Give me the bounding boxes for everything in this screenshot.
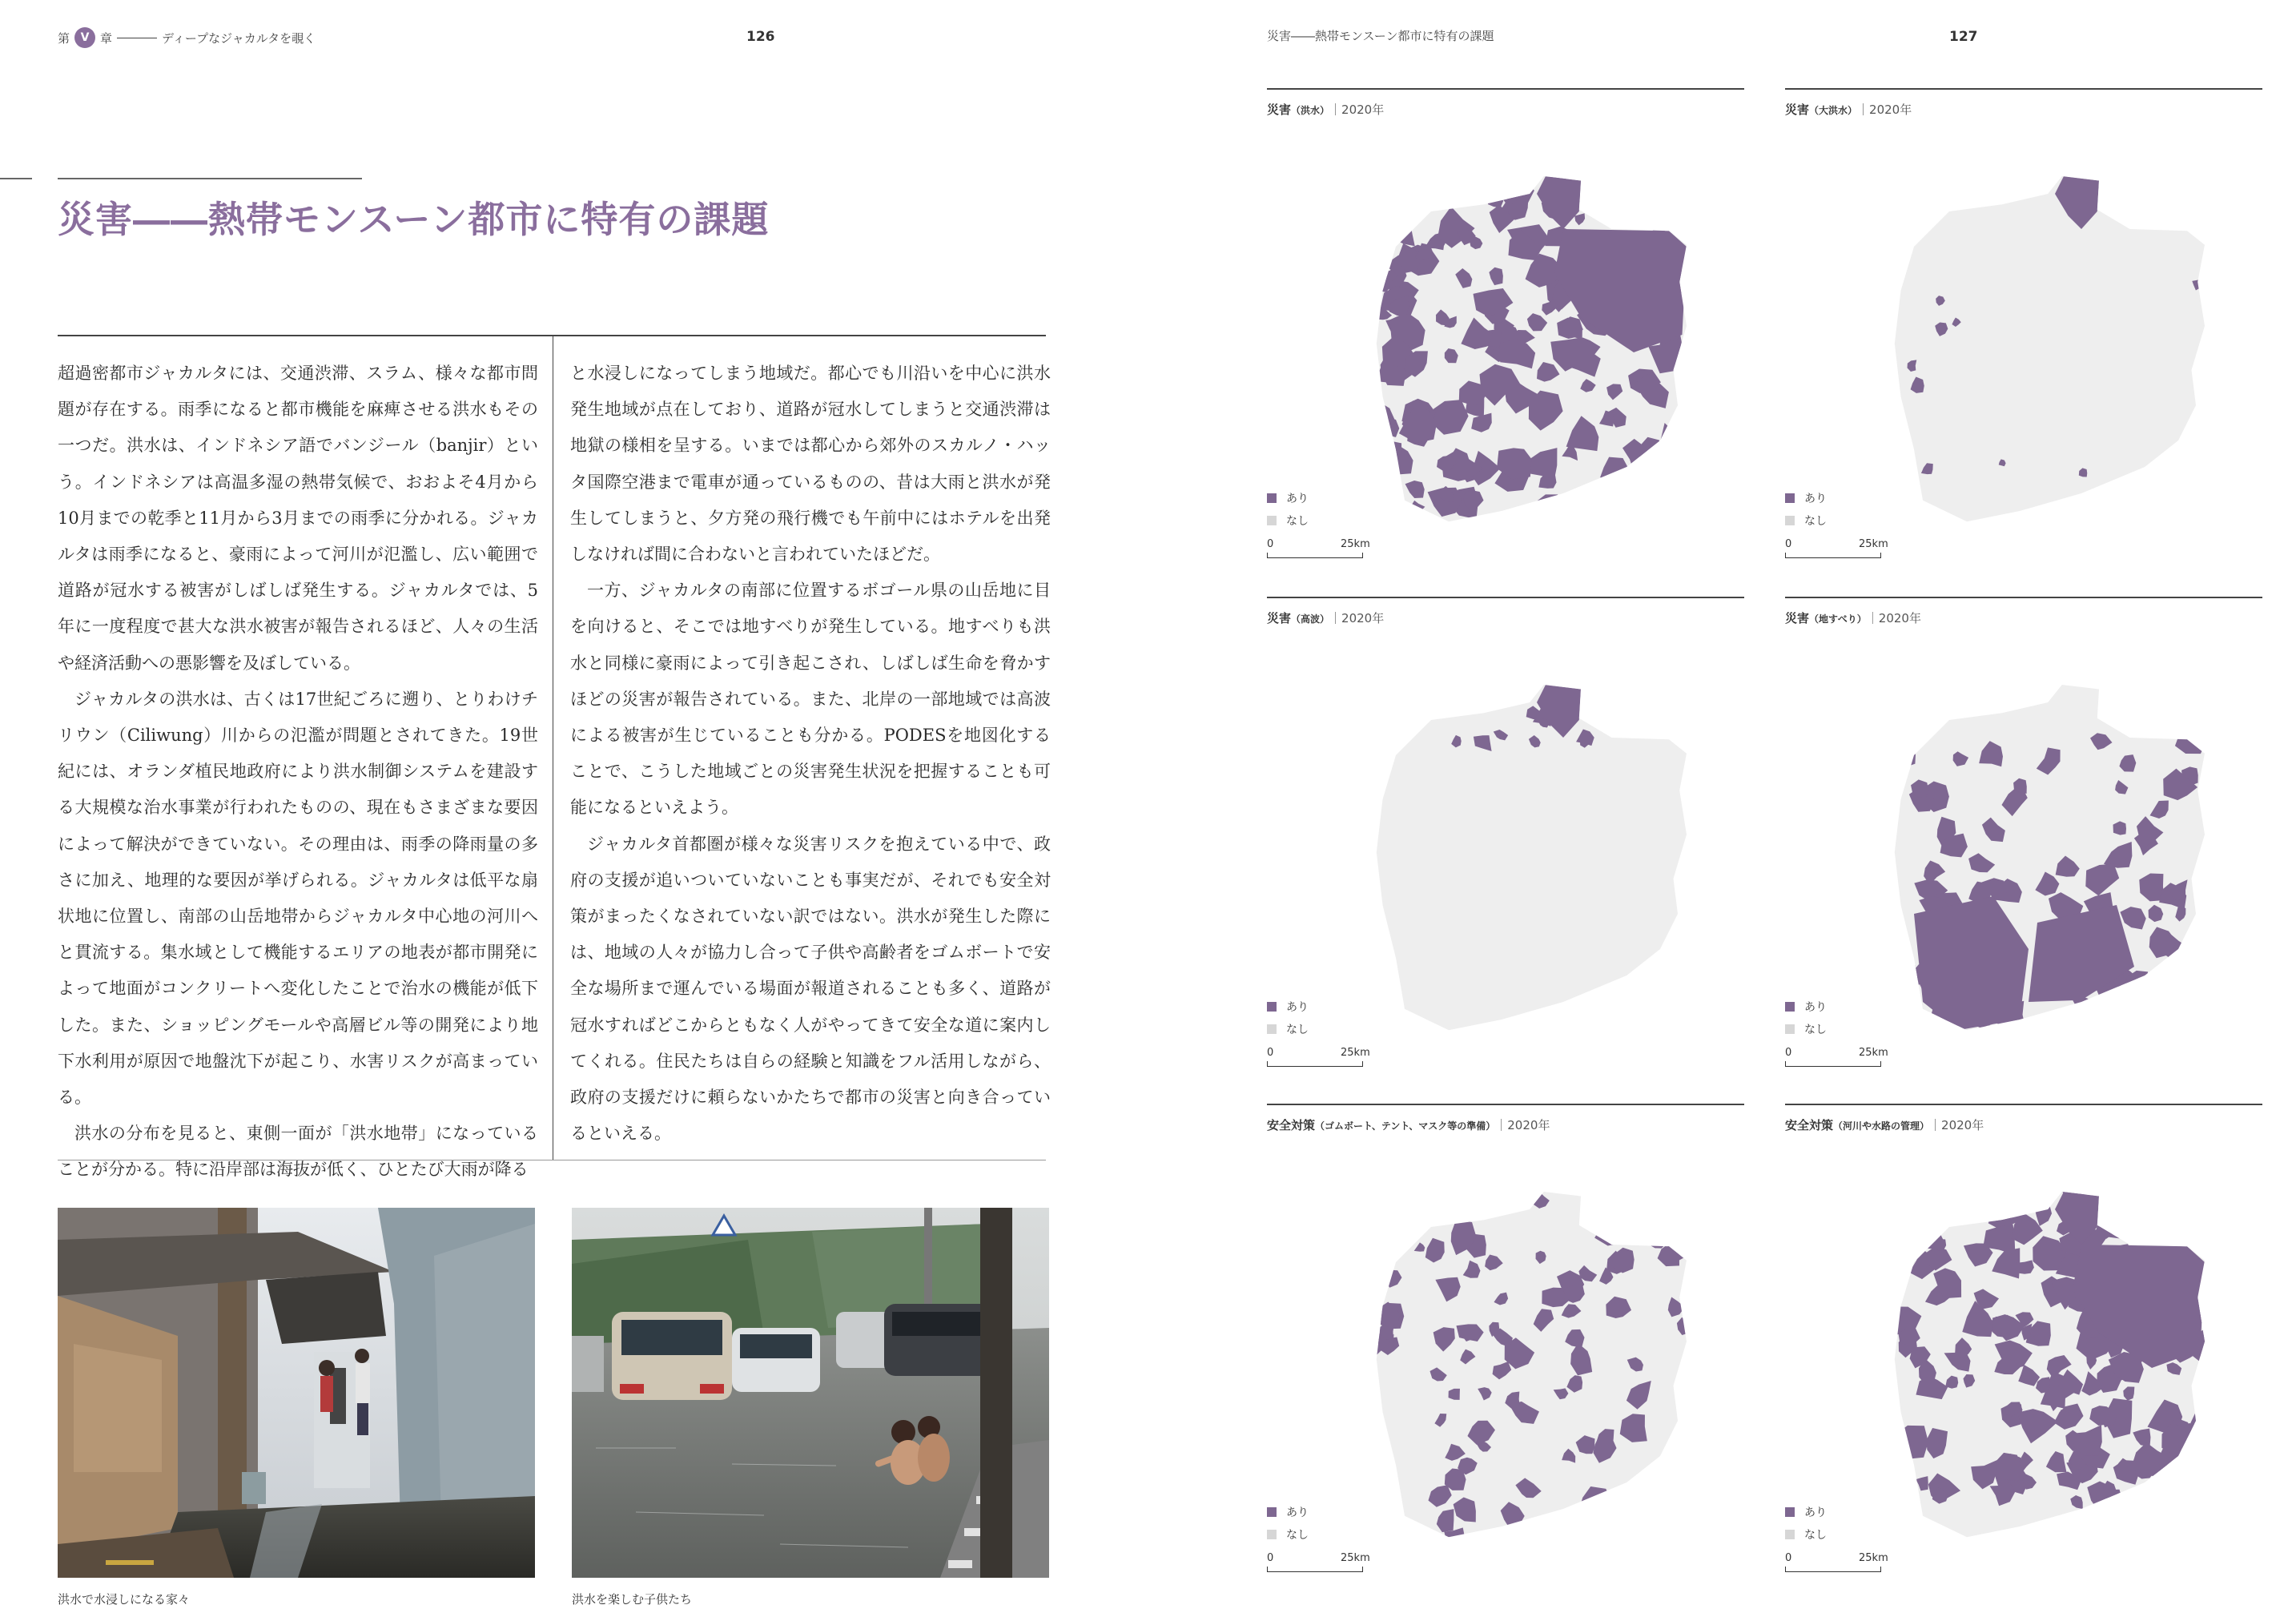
map-region-present: [1381, 1186, 1402, 1205]
map-region-present: [1648, 473, 1663, 486]
map-region-present: [1635, 198, 1647, 210]
legend-swatch: [1267, 1507, 1277, 1517]
map-region-present: [1478, 171, 1507, 199]
map-region-present: [1926, 1193, 1946, 1211]
map-region-present: [2197, 1178, 2231, 1205]
map-region-present: [2181, 1488, 2202, 1511]
scale-bar: [1267, 538, 1371, 562]
map-region-present: [1432, 179, 1461, 207]
running-title: 災害――熱帯モンスーン都市に特有の課題: [1267, 29, 1494, 43]
map-region-present: [1636, 1522, 1655, 1540]
map-rule: [1785, 597, 2262, 598]
map-region-present: [1893, 1470, 1914, 1492]
paragraph: ジャカルタの洪水は、古くは17世紀ごろに遡り、とりわけチリウン（Ciliwung）川からの氾濫が問題とされてきた。19世紀には、オランダ植民地政府により洪水制御システムを建設する大規模な治水事業が行われたものの、現在もさまざまな要因によって解決ができていない。その理由は、雨季の降雨量の多さに加え、地理的な要因が挙げられる。ジャカルタは低平な扇状地に位置し、南部の山岳地帯からジャカルタ中心地の河川へと貫流する。集水域として機能するエリアの地表が都市開発によって地面がコンクリートへ変化したことで治水の機能が低下した。また、ショッピングモールや高層ビル等の開発により地下水利用が原因で地盤沈下が起こり、水害リスクが高まっている。: [58, 689, 538, 1108]
scale-line: [1267, 1567, 1268, 1572]
legend-yes: [1785, 1501, 1827, 1523]
map-region-present: [1654, 477, 1667, 492]
chapter-prefix: 第: [58, 30, 70, 46]
legend-yes: [1267, 1501, 1309, 1523]
map-title-main: 災害: [1785, 103, 1810, 117]
choropleth-map: [1785, 144, 2262, 545]
scale-line: [1880, 553, 1881, 558]
map-region-present: [1401, 1533, 1421, 1555]
page-number: 127: [1949, 29, 1978, 45]
legend-swatch: [1785, 516, 1795, 525]
map-region-present: [1404, 714, 1414, 727]
map-region-present: [1380, 460, 1398, 476]
map-region-present: [1625, 707, 1639, 722]
map-region-present: [2177, 1487, 2201, 1512]
map-region-present: [1620, 494, 1642, 513]
map-region-present: [2139, 1497, 2173, 1527]
map-title-main: 災害: [1267, 611, 1292, 625]
map-region-present: [2198, 1220, 2226, 1245]
paragraph: 洪水の分布を見ると、東側一面が「洪水地帯」になっていることが分かる。特に沿岸部は海抜が低く、ひとたび大雨が降る: [58, 1124, 538, 1180]
scale-bar: [1785, 1552, 1889, 1576]
running-header: [58, 27, 316, 48]
map-region-present: [1617, 471, 1639, 487]
map-region-present: [1613, 711, 1627, 734]
map-region-present: [1388, 211, 1408, 232]
scale-line: [1267, 553, 1268, 558]
legend-no: [1267, 1018, 1309, 1040]
map-legend: [1267, 487, 1309, 532]
map-region-present: [1637, 481, 1659, 504]
map-title-sub: （地すべり）: [1809, 613, 1867, 625]
legend-no: [1267, 509, 1309, 532]
photo-caption: 洪水で水浸しになる家々: [58, 1592, 191, 1607]
legend-label: なし: [1804, 1529, 1827, 1542]
map-title-main: 安全対策: [1267, 1118, 1316, 1132]
scale-distance: 25km: [1341, 1552, 1370, 1564]
map-panel: [1267, 88, 1744, 569]
scale-line: [1267, 1571, 1363, 1572]
scale-line: [1785, 557, 1881, 558]
map-region-present: [1423, 706, 1438, 719]
body-top-rule: [58, 335, 1046, 336]
map-region-present: [1376, 204, 1398, 225]
map-legend: [1267, 996, 1309, 1040]
map-region-present: [1439, 1190, 1462, 1213]
map-title-sub: （河川や水路の管理）: [1833, 1120, 1930, 1132]
map-region-present: [1681, 268, 1693, 281]
map-region-present: [1660, 452, 1675, 466]
legend-no: [1785, 1018, 1827, 1040]
map-title-year: ｜2020年: [1866, 611, 1921, 625]
map-region-present: [1592, 168, 1611, 193]
map-region-present: [2160, 1482, 2193, 1512]
photo-flooded-houses: [58, 1208, 535, 1578]
scale-distance: 25km: [1859, 538, 1888, 550]
legend-swatch: [1267, 1530, 1277, 1539]
paragraph: 超過密都市ジャカルタには、交通渋滞、スラム、様々な都市問題が存在する。雨季になると都市機能を麻痺させる洪水もその一つだ。洪水は、インドネシア語でバンジール（banjir）という。インドネシアは高温多湿の熱帯気候で、おおよそ4月から10月までの乾季と11月から3月までの雨季に分かれる。ジャカルタは雨季になると、豪雨によって河川が氾濫し、広い範囲で道路が冠水する被害がしばしば発生する。ジャカルタでは、5年に一度程度で甚大な洪水被害が報告されるほど、人々の生活や経済活動への悪影響を及ぼしている。: [58, 364, 538, 673]
scale-zero: 0: [1267, 538, 1274, 550]
map-rule: [1785, 1104, 2262, 1105]
page-number: 126: [746, 29, 775, 45]
scale-line: [1362, 1061, 1363, 1067]
legend-yes: [1267, 487, 1309, 509]
legend-swatch: [1785, 493, 1795, 503]
scale-zero: 0: [1785, 538, 1792, 550]
legend-label: あり: [1804, 1001, 1827, 1014]
map-legend: [1785, 996, 1827, 1040]
map-region-present: [1671, 704, 1683, 718]
map-region-present: [1372, 217, 1386, 232]
map-legend: [1267, 1501, 1309, 1546]
legend-label: なし: [1286, 515, 1309, 528]
scale-zero: 0: [1785, 1552, 1792, 1564]
legend-no: [1785, 1523, 1827, 1546]
map-region-present: [1610, 477, 1635, 509]
map-title-year: ｜2020年: [1495, 1118, 1550, 1132]
paragraph: ジャカルタ首都圏が様々な災害リスクを抱えている中で、政府の支援が追いついていないことも事実だが、それでも安全対策がまったくなされていない訳ではない。洪水が発生した際には、地域の人々が協力し合って子供や高齢者をゴムボートで安全な場所まで運んでいる場面が報道されることも多く、道路が冠水すればどこからともなく人がやってきて安全な道に案内してくれる。住民たちは自らの経験と知識をフル活用しながら、政府の支援だけに頼らないかたちで都市の災害と向き合っているといえる。: [570, 834, 1051, 1144]
legend-swatch: [1785, 1530, 1795, 1539]
legend-swatch: [1267, 1024, 1277, 1034]
map-region-present: [1637, 468, 1657, 486]
map-region-present: [1369, 191, 1397, 216]
title-rule-left: [0, 178, 32, 179]
legend-label: あり: [1804, 493, 1827, 505]
map-region-present: [1601, 1197, 1614, 1211]
scale-line: [1362, 553, 1363, 558]
map-region-present: [1453, 172, 1472, 187]
choropleth-map: [1785, 653, 2262, 1053]
legend-no: [1785, 509, 1827, 532]
map-title-year: ｜2020年: [1329, 103, 1385, 117]
map-region-present: [1537, 494, 1562, 519]
scale-line: [1362, 1567, 1363, 1572]
legend-yes: [1785, 487, 1827, 509]
title-rule: [58, 178, 362, 179]
paragraph: と水浸しになってしまう地域だ。都心でも川沿いを中心に洪水発生地域が点在しており、道路が冠水してしまうと交通渋滞は地獄の様相を呈する。いまでは都心から郊外のスカルノ・ハッタ国際空港まで電車が通っているものの、昔は大雨と洪水が発生してしまうと、夕方発の飛行機でも午前中にはホテルを出発しなければ間に合わないと言われていたほどだ。: [570, 364, 1051, 565]
map-region-present: [2175, 722, 2207, 754]
legend-label: なし: [1286, 1024, 1309, 1036]
photo-children-in-flood: [572, 1208, 1049, 1578]
flooded-street-illustration: [572, 1208, 1049, 1578]
map-region-present: [1417, 1189, 1438, 1217]
legend-swatch: [1785, 1024, 1795, 1034]
chapter-title: ディープなジャカルタを覗く: [162, 30, 316, 46]
legend-swatch: [1267, 516, 1277, 525]
map-region-present: [1647, 1229, 1667, 1248]
map-region-present: [1900, 1202, 1935, 1237]
legend-label: あり: [1286, 1001, 1309, 1014]
scale-distance: 25km: [1341, 1047, 1370, 1059]
scale-line: [1785, 1066, 1881, 1067]
map-region-present: [1677, 211, 1698, 233]
chapter-suffix: 章: [100, 30, 113, 46]
choropleth-map: [1267, 1160, 1744, 1560]
map-region-present: [1892, 1193, 1913, 1212]
scale-line: [1267, 557, 1363, 558]
map-region-present: [1683, 366, 1696, 379]
chapter-badge: V: [74, 27, 95, 48]
map-region-present: [1389, 1528, 1414, 1544]
running-header: [1267, 27, 1494, 44]
map-title: [1785, 101, 1912, 118]
scale-line: [1785, 1061, 1786, 1067]
scale-line: [1785, 1571, 1881, 1572]
scale-zero: 0: [1785, 1047, 1792, 1059]
map-region-present: [1436, 1189, 1456, 1206]
scale-bar: [1785, 1047, 1889, 1071]
map-region-present: [2125, 1213, 2160, 1238]
map-region-present: [1622, 694, 1638, 711]
map-region-present: [1644, 495, 1660, 515]
legend-label: なし: [1804, 1024, 1827, 1036]
scale-distance: 25km: [1341, 538, 1370, 550]
map-region-present: [1597, 701, 1614, 716]
scale-zero: 0: [1267, 1047, 1274, 1059]
map-title-main: 安全対策: [1785, 1118, 1834, 1132]
map-rule: [1267, 597, 1744, 598]
map-region-present: [1377, 1210, 1400, 1236]
map-rule: [1785, 88, 2262, 90]
scale-bar: [1267, 1047, 1371, 1071]
map-region-present: [1395, 220, 1415, 246]
map-legend: [1785, 487, 1827, 532]
body-column-b: [570, 356, 1051, 1152]
scale-line: [1267, 1066, 1363, 1067]
map-region-present: [1377, 417, 1399, 437]
map-title: [1785, 1116, 1984, 1133]
map-title: [1267, 609, 1384, 626]
legend-label: あり: [1804, 1506, 1827, 1519]
map-title: [1267, 101, 1384, 118]
scale-line: [1880, 1567, 1881, 1572]
legend-label: あり: [1286, 493, 1309, 505]
scale-bar: [1785, 538, 1889, 562]
scale-bar: [1267, 1552, 1371, 1576]
legend-label: なし: [1804, 515, 1827, 528]
legend-swatch: [1785, 1002, 1795, 1012]
body-column-a: [58, 356, 538, 1189]
legend-label: あり: [1286, 1506, 1309, 1519]
page-title: 災害――熱帯モンスーン都市に特有の課題: [58, 198, 770, 241]
map-region-present: [2177, 1209, 2197, 1228]
map-panel: [1785, 597, 2262, 1077]
paragraph: 一方、ジャカルタの南部に位置するボゴール県の山岳地に目を向けると、そこでは地すべりが発生している。地すべりも洪水と同様に豪雨によって引き起こされ、しばしば生命を脅かすほどの災害が報告されている。また、北岸の一部地域では高波による被害が生じていることも分かる。PODESを地図化することで、こうした地域ごとの災害発生状況を把握することも可能になるといえよう。: [570, 581, 1051, 818]
scale-zero: 0: [1267, 1552, 1274, 1564]
choropleth-map: [1267, 144, 1744, 545]
map-rule: [1267, 1104, 1744, 1105]
legend-label: なし: [1286, 1529, 1309, 1542]
map-region-base: [1895, 176, 2205, 521]
map-region-present: [1606, 493, 1622, 515]
map-region-present: [2198, 1510, 2218, 1535]
map-region-present: [1893, 989, 1921, 1019]
legend-swatch: [1785, 1507, 1795, 1517]
map-panel: [1267, 1104, 1744, 1584]
scale-line: [1785, 1567, 1786, 1572]
map-legend: [1785, 1501, 1827, 1546]
map-region-base: [1377, 685, 1687, 1030]
map-panel: [1267, 597, 1744, 1077]
map-region-present: [1684, 1505, 1701, 1524]
map-title-year: ｜2020年: [1929, 1118, 1984, 1132]
map-region-present: [1467, 1185, 1479, 1198]
flooded-alley-illustration: [58, 1208, 535, 1578]
map-region-present: [2154, 1484, 2174, 1502]
map-panel: [1785, 1104, 2262, 1584]
legend-yes: [1785, 996, 1827, 1018]
scale-distance: 25km: [1859, 1047, 1888, 1059]
map-region-present: [1903, 965, 1916, 981]
map-region-present: [2000, 183, 2017, 197]
map-title-sub: （高波）: [1291, 613, 1330, 625]
map-region-present: [1896, 1426, 1928, 1459]
scale-line: [1267, 1061, 1268, 1067]
map-title-sub: （ゴムボート、テント、マスク等の準備）: [1315, 1120, 1496, 1132]
map-region-present: [2180, 965, 2203, 987]
choropleth-map: [1785, 1160, 2262, 1560]
map-title: [1267, 1116, 1550, 1133]
map-region-present: [1660, 1464, 1678, 1486]
scale-line: [1880, 1061, 1881, 1067]
map-region-present: [1892, 1494, 1918, 1521]
map-region-present: [1592, 1217, 1607, 1234]
map-title-sub: （洪水）: [1291, 105, 1330, 116]
map-region-present: [2090, 1000, 2114, 1028]
legend-swatch: [1267, 1002, 1277, 1012]
map-region-present: [1671, 1473, 1683, 1487]
map-region-present: [2177, 1229, 2193, 1241]
choropleth-map: [1267, 653, 1744, 1053]
map-region-present: [1408, 715, 1415, 722]
photo-caption: 洪水を楽しむ子供たち: [572, 1592, 693, 1607]
map-title-sub: （大洪水）: [1809, 105, 1858, 116]
map-region-present: [1889, 1457, 1912, 1472]
map-region-present: [1679, 428, 1698, 445]
map-region-present: [1668, 1221, 1683, 1236]
legend-no: [1267, 1523, 1309, 1546]
map-title-year: ｜2020年: [1857, 103, 1912, 117]
map-region-present: [1900, 746, 1916, 767]
legend-yes: [1267, 996, 1309, 1018]
scale-line: [1785, 553, 1786, 558]
map-rule: [1267, 88, 1744, 90]
map-title-main: 災害: [1785, 611, 1810, 625]
map-region-present: [2156, 1496, 2176, 1516]
map-title: [1785, 609, 1921, 626]
legend-swatch: [1267, 493, 1277, 503]
map-region-present: [1370, 486, 1405, 517]
map-region-present: [2193, 1431, 2209, 1443]
map-title-main: 災害: [1267, 103, 1292, 117]
map-panel: [1785, 88, 2262, 569]
scale-distance: 25km: [1859, 1552, 1888, 1564]
right-page: [1148, 0, 2296, 1621]
map-title-year: ｜2020年: [1329, 611, 1385, 625]
